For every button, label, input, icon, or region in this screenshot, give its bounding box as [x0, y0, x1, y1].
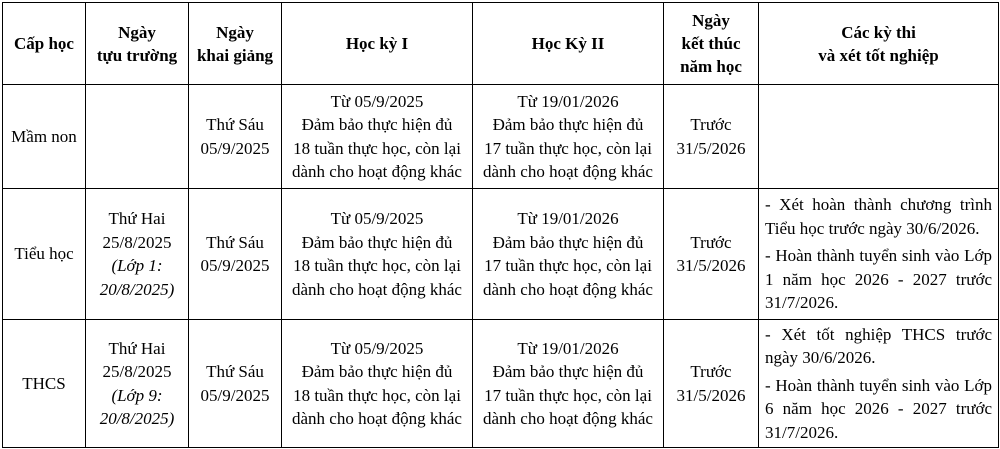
header-exams: Các kỳ thi và xét tốt nghiệp	[759, 3, 999, 85]
exam-item: - Xét hoàn thành chương trình Tiểu học trước ngày 30/6/2026.	[765, 195, 992, 238]
header-level: Cấp học	[3, 3, 86, 85]
exam-item: - Hoàn thành tuyển sinh vào Lớp 6 năm học 2026 - 2027 trước 31/7/2026.	[765, 375, 992, 442]
level-cell: Mầm non	[3, 85, 86, 189]
header-row	[3, 3, 999, 85]
semester-2-cell: Từ 19/01/2026 Đảm bảo thực hiện đủ 17 tuần thực học, còn lại dành cho hoạt động khác	[473, 320, 664, 448]
opening-day-cell: Thứ Sáu 05/9/2025	[189, 189, 282, 320]
exams-cell	[759, 189, 999, 320]
exam-item: - Hoàn thành tuyển sinh vào Lớp 1 năm học 2026 - 2027 trước 31/7/2026.	[765, 246, 992, 313]
semester-2-cell: Từ 19/01/2026 Đảm bảo thực hiện đủ 17 tuần thực học, còn lại dành cho hoạt động khác	[473, 85, 664, 189]
exams-cell	[759, 85, 999, 189]
header-return-day: Ngày tựu trường	[86, 3, 189, 85]
return-day-cell: Thứ Hai 25/8/2025 (Lớp 9: 20/8/2025)	[86, 320, 189, 448]
exams-cell	[759, 320, 999, 448]
header-end-date: Ngày kết thúc năm học	[664, 3, 759, 85]
end-date-cell: Trước 31/5/2026	[664, 85, 759, 189]
header-semester-2: Học Kỳ II	[473, 3, 664, 85]
semester-2-cell: Từ 19/01/2026 Đảm bảo thực hiện đủ 17 tuần thực học, còn lại dành cho hoạt động khác	[473, 189, 664, 320]
semester-1-cell: Từ 05/9/2025 Đảm bảo thực hiện đủ 18 tuần thực học, còn lại dành cho hoạt động khác	[282, 189, 473, 320]
return-day-cell	[86, 85, 189, 189]
return-day-cell: Thứ Hai 25/8/2025 (Lớp 1: 20/8/2025)	[86, 189, 189, 320]
school-year-schedule-table	[2, 2, 999, 448]
level-cell: THCS	[3, 320, 86, 448]
table-row	[3, 85, 999, 189]
table-row	[3, 189, 999, 320]
exam-item: - Xét tốt nghiệp THCS trước ngày 30/6/2026.	[765, 324, 992, 368]
semester-1-cell: Từ 05/9/2025 Đảm bảo thực hiện đủ 18 tuần thực học, còn lại dành cho hoạt động khác	[282, 320, 473, 448]
header-semester-1: Học kỳ I	[282, 3, 473, 85]
header-opening-day: Ngày khai giảng	[189, 3, 282, 85]
level-cell: Tiểu học	[3, 189, 86, 320]
semester-1-cell: Từ 05/9/2025 Đảm bảo thực hiện đủ 18 tuần thực học, còn lại dành cho hoạt động khác	[282, 85, 473, 189]
table-row	[3, 320, 999, 448]
end-date-cell: Trước 31/5/2026	[664, 320, 759, 448]
opening-day-cell: Thứ Sáu 05/9/2025	[189, 85, 282, 189]
end-date-cell: Trước 31/5/2026	[664, 189, 759, 320]
opening-day-cell: Thứ Sáu 05/9/2025	[189, 320, 282, 448]
